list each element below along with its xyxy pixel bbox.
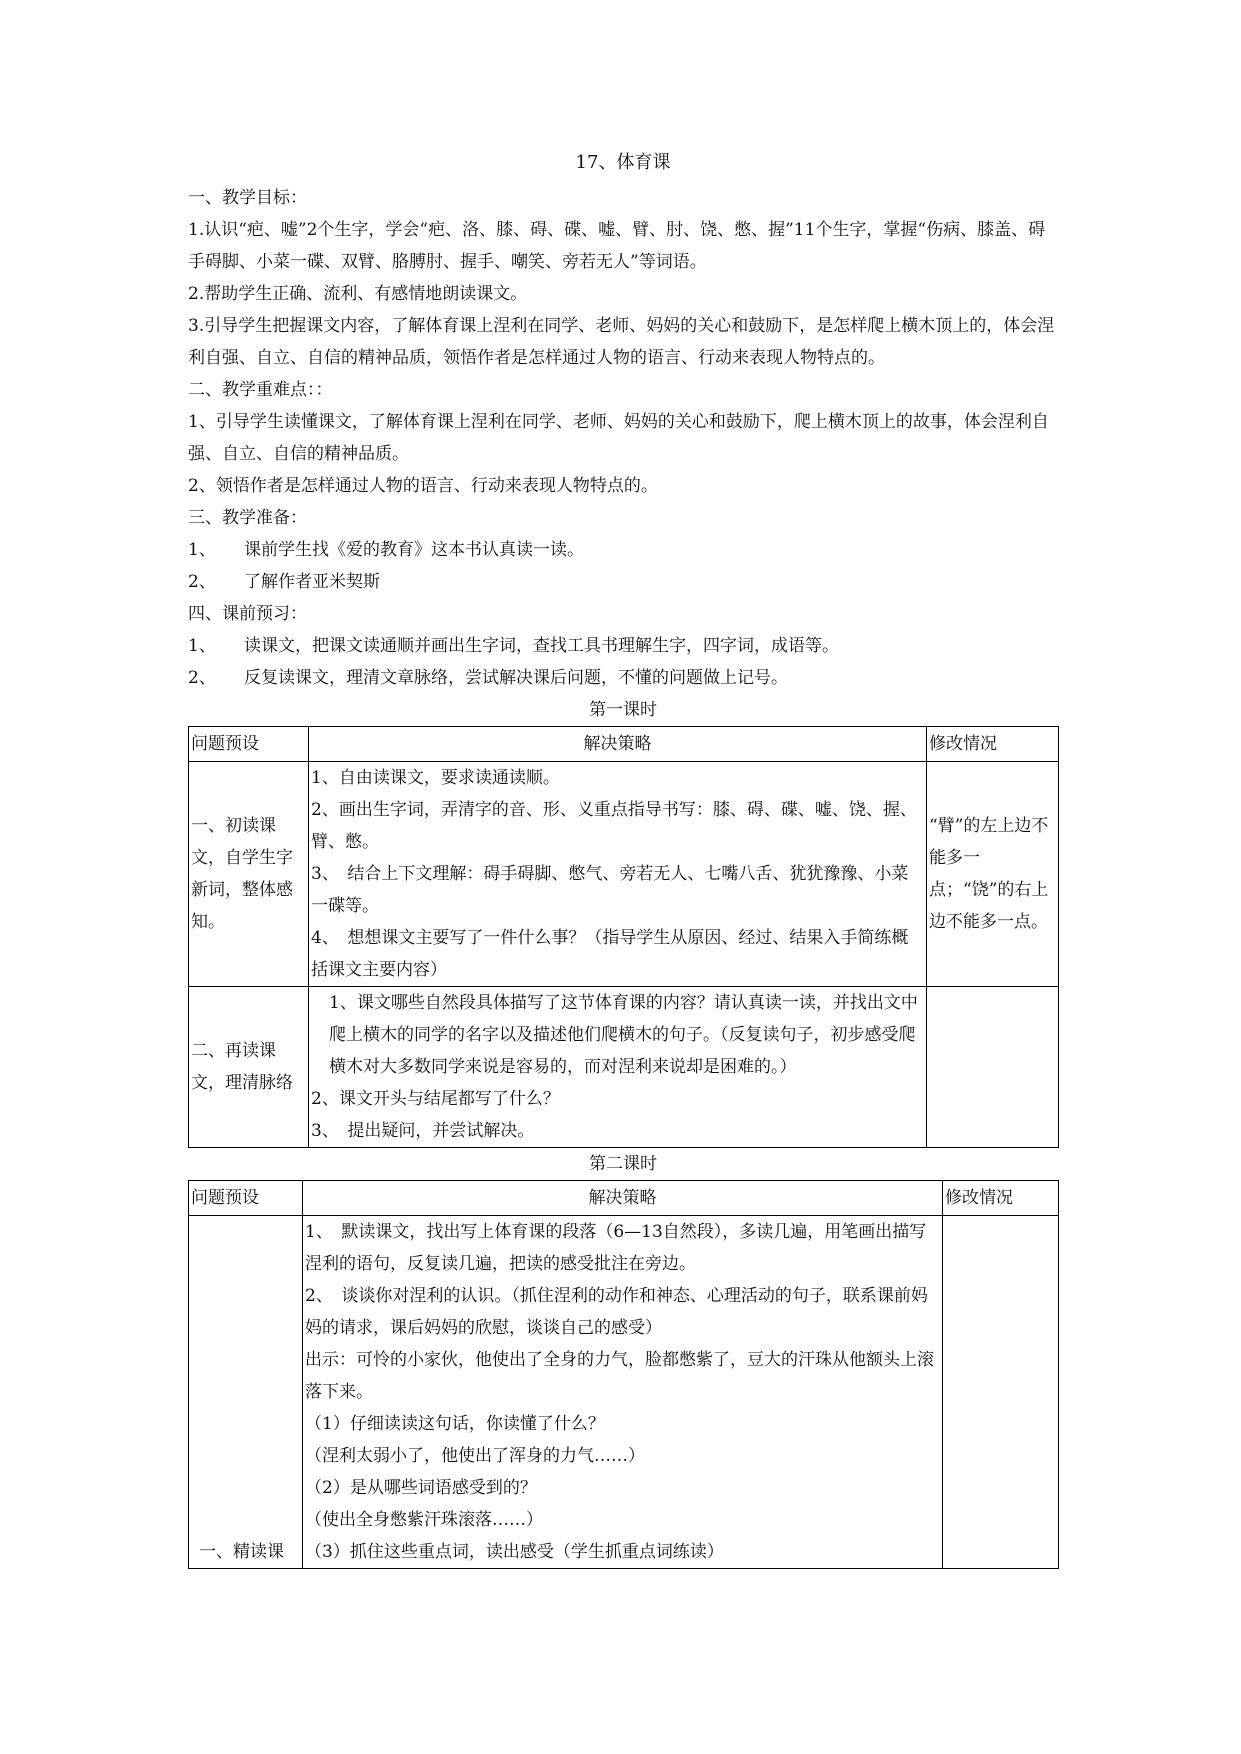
- table-row: [189, 1216, 1059, 1569]
- strategy-step: （使出全身憋紫汗珠滚落……）: [305, 1510, 543, 1530]
- header-strategy: 解决策略: [309, 727, 927, 762]
- strategy-step: 出示：可怜的小家伙，他使出了全身的力气，脸都憋紫了，豆大的汗珠从他额头上滚落下来。: [305, 1350, 934, 1402]
- item-number: 2、: [188, 572, 216, 592]
- problem-cell: 一、精读课: [189, 1216, 303, 1569]
- preparation-item-1: [188, 534, 1058, 566]
- preview-item-1: [188, 630, 1058, 662]
- item-text: 读课文，把课文读通顺并画出生字词，查找工具书理解生字，四字词，成语等。: [244, 636, 839, 656]
- header-revision: 修改情况: [927, 727, 1059, 762]
- table-row: [189, 987, 1059, 1148]
- strategy-step: （3）抓住这些重点词，读出感受（学生抓重点词练读）: [305, 1542, 724, 1562]
- strategy-step: （2）是从哪些词语感受到的？: [305, 1478, 537, 1498]
- revision-cell: [927, 987, 1059, 1148]
- key-point-1: 1、引导学生读懂课文，了解体育课上涅利在同学、老师、妈妈的关心和鼓励下，爬上横木顶上的故事，体会涅利自强、自立、自信的精神品质。: [188, 412, 1049, 464]
- goal-1: 1.认识“疤、嘘”2个生字，学会“疤、洛、膝、碍、碟、嘘、臂、肘、饶、憋、握”11个生字，掌握“伤病、膝盖、碍手碍脚、小菜一碟、双臂、胳膊肘、握手、嘲笑、旁若无人”等词语。: [188, 220, 1046, 272]
- item-text: 反复读课文，理清文章脉络，尝试解决课后问题，不懂的问题做上记号。: [244, 668, 788, 688]
- strategy-step: 4、 想想课文主要写了一件什么事？（指导学生从原因、经过、结果入手简练概括课文主要内容）: [311, 928, 909, 980]
- preview-heading: 四、课前预习：: [188, 604, 307, 624]
- strategy-step: 1、 默读课文，找出写上体育课的段落（6—13自然段），多读几遍，用笔画出描写涅利的语句，反复读几遍，把读的感受批注在旁边。: [305, 1222, 927, 1274]
- lesson2-caption: 第二课时: [589, 1154, 657, 1174]
- goal-3: 3.引导学生把握课文内容，了解体育课上涅利在同学、老师、妈妈的关心和鼓励下，是怎样爬上横木顶上的，体会涅利自强、自立、自信的精神品质，领悟作者是怎样通过人物的语言、行动来表现人物特点的。: [188, 316, 1055, 368]
- item-text: 课前学生找《爱的教育》这本书认真读一读。: [244, 540, 584, 560]
- strategy-cell: [309, 987, 927, 1148]
- item-text: 了解作者亚米契斯: [244, 572, 380, 592]
- preparation-item-2: [188, 566, 1058, 598]
- strategy-step: 1、自由读课文，要求读通读顺。: [311, 768, 560, 788]
- table-row: [189, 762, 1059, 987]
- revision-cell: [943, 1216, 1059, 1569]
- key-points-heading: 二、教学重难点：：: [188, 380, 333, 400]
- header-strategy: 解决策略: [303, 1181, 943, 1216]
- document-page: [188, 148, 1058, 1569]
- header-problem: 问题预设: [189, 1181, 303, 1216]
- header-revision: 修改情况: [943, 1181, 1059, 1216]
- strategy-step: 2、 谈谈你对涅利的认识。（抓住涅利的动作和神态、心理活动的句子，联系课前妈妈的请求，课后妈妈的欣慰，谈谈自己的感受）: [305, 1286, 928, 1338]
- strategy-step: 3、 提出疑问，并尝试解决。: [311, 1121, 535, 1141]
- item-number: 1、: [188, 636, 216, 656]
- revision-cell: “臂”的左上边不能多一点；“饶”的右上边不能多一点。: [927, 762, 1059, 987]
- header-problem: 问题预设: [189, 727, 309, 762]
- preview-item-2: [188, 662, 1058, 694]
- strategy-step: 2、课文开头与结尾都写了什么？: [311, 1089, 560, 1109]
- lesson1-table: [188, 726, 1059, 1148]
- item-number: 1、: [188, 540, 216, 560]
- strategy-step: （1）仔细读读这句话，你读懂了什么？: [305, 1414, 605, 1434]
- strategy-step: 1、课文哪些自然段具体描写了这节体育课的内容？请认真读一读，并找出文中爬上横木的同学的名字以及描述他们爬横木的句子。（反复读句子，初步感受爬横木对大多数同学来说是容易的，而对涅利来说却是困难的。）: [329, 993, 918, 1077]
- strategy-step: 3、 结合上下文理解：碍手碍脚、憋气、旁若无人、七嘴八舌、犹犹豫豫、小菜一碟等。: [311, 864, 909, 916]
- key-point-2: 2、领悟作者是怎样通过人物的语言、行动来表现人物特点的。: [188, 476, 658, 496]
- goal-2: 2.帮助学生正确、流利、有感情地朗读课文。: [188, 284, 528, 304]
- table-header-row: [189, 1181, 1059, 1216]
- lesson1-caption: 第一课时: [589, 700, 657, 720]
- problem-cell: 一、初读课文，自学生字新词，整体感知。: [189, 762, 309, 987]
- preparation-heading: 三、教学准备：: [188, 508, 307, 528]
- strategy-cell: [309, 762, 927, 987]
- strategy-step: 2、画出生字词，弄清字的音、形、义重点指导书写：膝、碍、碟、嘘、饶、握、臂、憋。: [311, 800, 917, 852]
- table-header-row: [189, 727, 1059, 762]
- strategy-cell: [303, 1216, 943, 1569]
- strategy-step: （涅利太弱小了，他使出了浑身的力气……）: [305, 1446, 645, 1466]
- problem-cell: 二、再读课文，理清脉络: [189, 987, 309, 1148]
- item-number: 2、: [188, 668, 216, 688]
- page-title: 17、体育课: [575, 152, 671, 173]
- lesson2-table: [188, 1180, 1059, 1569]
- goals-heading: 一、教学目标：: [188, 188, 307, 208]
